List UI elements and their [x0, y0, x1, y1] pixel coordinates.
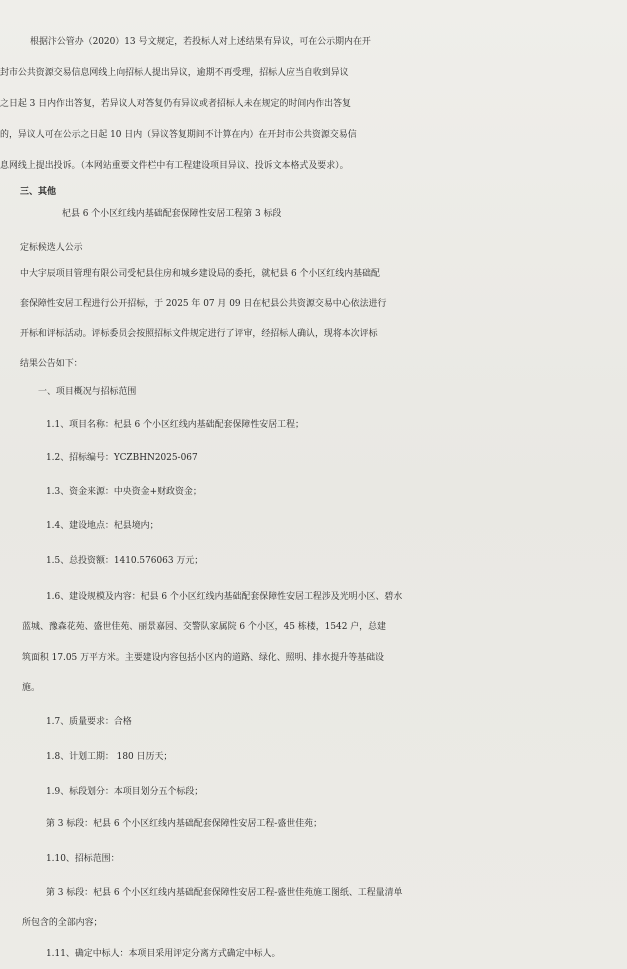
section-3-heading: 三、其他	[20, 187, 57, 197]
intro-line-5: 息网线上提出投诉。（本网站重要文件栏中有工程建设项目异议、投诉文本格式及要求）。	[0, 161, 349, 171]
notice-line-3: 开标和评标活动。评标委员会按照招标文件规定进行了评审，经招标人确认，现将本次评标	[20, 329, 378, 339]
item-1-6-line-3: 筑面积 17.05 万平方米。主要建设内容包括小区内的道路、绿化、照明、排水提升等基础设	[22, 653, 384, 663]
intro-line-1: 根据汴公管办（2020）13 号文规定，若投标人对上述结果有异议，可在公示期内在开	[30, 37, 371, 47]
notice-line-1: 中大宇辰项目管理有限公司受杞县住房和城乡建设局的委托，就杞县 6 个小区红线内基础配	[20, 269, 380, 279]
item-1-1: 1.1、项目名称：杞县 6 个小区红线内基础配套保障性安居工程；	[46, 420, 304, 430]
lot-3-name: 第 3 标段：杞县 6 个小区红线内基础配套保障性安居工程-盛世佳苑；	[46, 819, 323, 829]
notice-title: 定标候选人公示	[20, 243, 83, 253]
item-1-9: 1.9、标段划分：本项目划分五个标段；	[46, 787, 204, 797]
item-1-4: 1.4、建设地点：杞县境内；	[46, 521, 159, 531]
item-1-11: 1.11、确定中标人：本项目采用评定分离方式确定中标人。	[46, 949, 281, 959]
item-1-6-line-2: 蓝城、豫森花苑、盛世佳苑、丽景嘉园、交警队家属院 6 个小区，45 栋楼，1542 户，总建	[22, 622, 386, 632]
notice-line-2: 套保障性安居工程进行公开招标，于 2025 年 07 月 09 日在杞县公共资源交易中心依法进行	[20, 299, 387, 309]
lot-3-scope-line-2: 所包含的全部内容；	[22, 918, 103, 928]
intro-line-4: 的，异议人可在公示之日起 10 日内（异议答复期间不计算在内）在开封市公共资源交易信	[0, 130, 357, 140]
intro-line-2: 封市公共资源交易信息网线上向招标人提出异议，逾期不再受理，招标人应当自收到异议	[0, 68, 349, 78]
item-1-7: 1.7、质量要求：合格	[46, 717, 132, 727]
lot-3-scope-line-1: 第 3 标段：杞县 6 个小区红线内基础配套保障性安居工程-盛世佳苑施工图纸、工程量清单	[46, 888, 403, 898]
item-1-5: 1.5、总投资额：1410.576063 万元；	[46, 556, 204, 566]
item-1-6-line-1: 1.6、建设规模及内容：杞县 6 个小区红线内基础配套保障性安居工程涉及光明小区、碧水	[46, 592, 403, 602]
item-1-8: 1.8、计划工期： 180 日历天；	[46, 752, 173, 762]
item-1-6-line-4: 施。	[22, 683, 40, 693]
item-1-10: 1.10、招标范围：	[46, 854, 120, 864]
item-1-2: 1.2、招标编号：YCZBHN2025-067	[46, 453, 198, 463]
project-title: 杞县 6 个小区红线内基础配套保障性安居工程第 3 标段	[62, 209, 282, 219]
intro-line-3: 之日起 3 日内作出答复，若异议人对答复仍有异议或者招标人未在规定的时间内作出答复	[0, 99, 351, 109]
section-1-heading: 一、项目概况与招标范围	[38, 387, 137, 397]
item-1-3: 1.3、资金来源：中央资金+财政资金；	[46, 487, 202, 497]
notice-line-4: 结果公告如下：	[20, 359, 83, 369]
